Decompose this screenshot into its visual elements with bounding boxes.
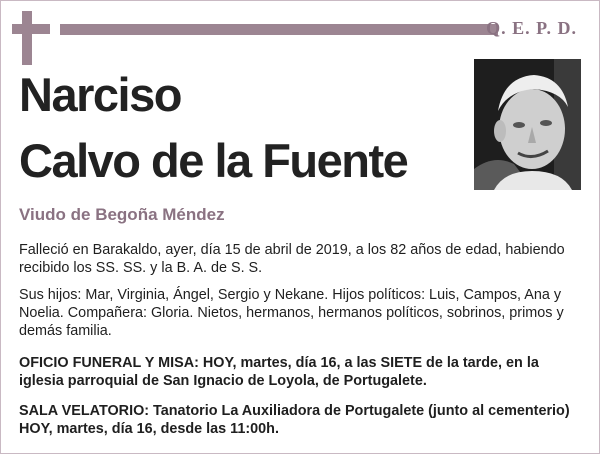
cross-icon-vertical [22,11,32,65]
deceased-name-first: Narciso [19,68,181,121]
funeral-paragraph: OFICIO FUNERAL Y MISA: HOY, martes, día 16, a las SIETE de la tarde, en la iglesia parroquial de San Ignacio de Loyola, de Portugalete. [19,355,539,389]
wake-paragraph: SALA VELATORIO: Tanatorio La Auxiliadora de Portugalete (junto al cementerio) HOY, martes, día 16, desde las 11:00h. [19,403,570,437]
family-paragraph: Sus hijos: Mar, Virginia, Ángel, Sergio y Nekane. Hijos políticos: Luis, Campos, Ana y Noelia. Compañera: Gloria. Nietos, hermanos, hermanos políticos, sobrinos, primos y demás familia. [19,287,564,339]
deceased-name-surnames: Calvo de la Fuente [19,134,408,187]
death-notice-paragraph: Falleció en Barakaldo, ayer, día 15 de abril de 2019, a los 82 años de edad, habiendo recibido los SS. SS. y la B. A. de S. S. [19,242,565,276]
portrait-photo [474,59,581,190]
header-rule [60,24,498,35]
cross-icon-horizontal [12,24,50,34]
qepd-label: Q. E. P. D. [486,18,577,38]
widow-of-subtitle: Viudo de Begoña Méndez [19,205,225,224]
